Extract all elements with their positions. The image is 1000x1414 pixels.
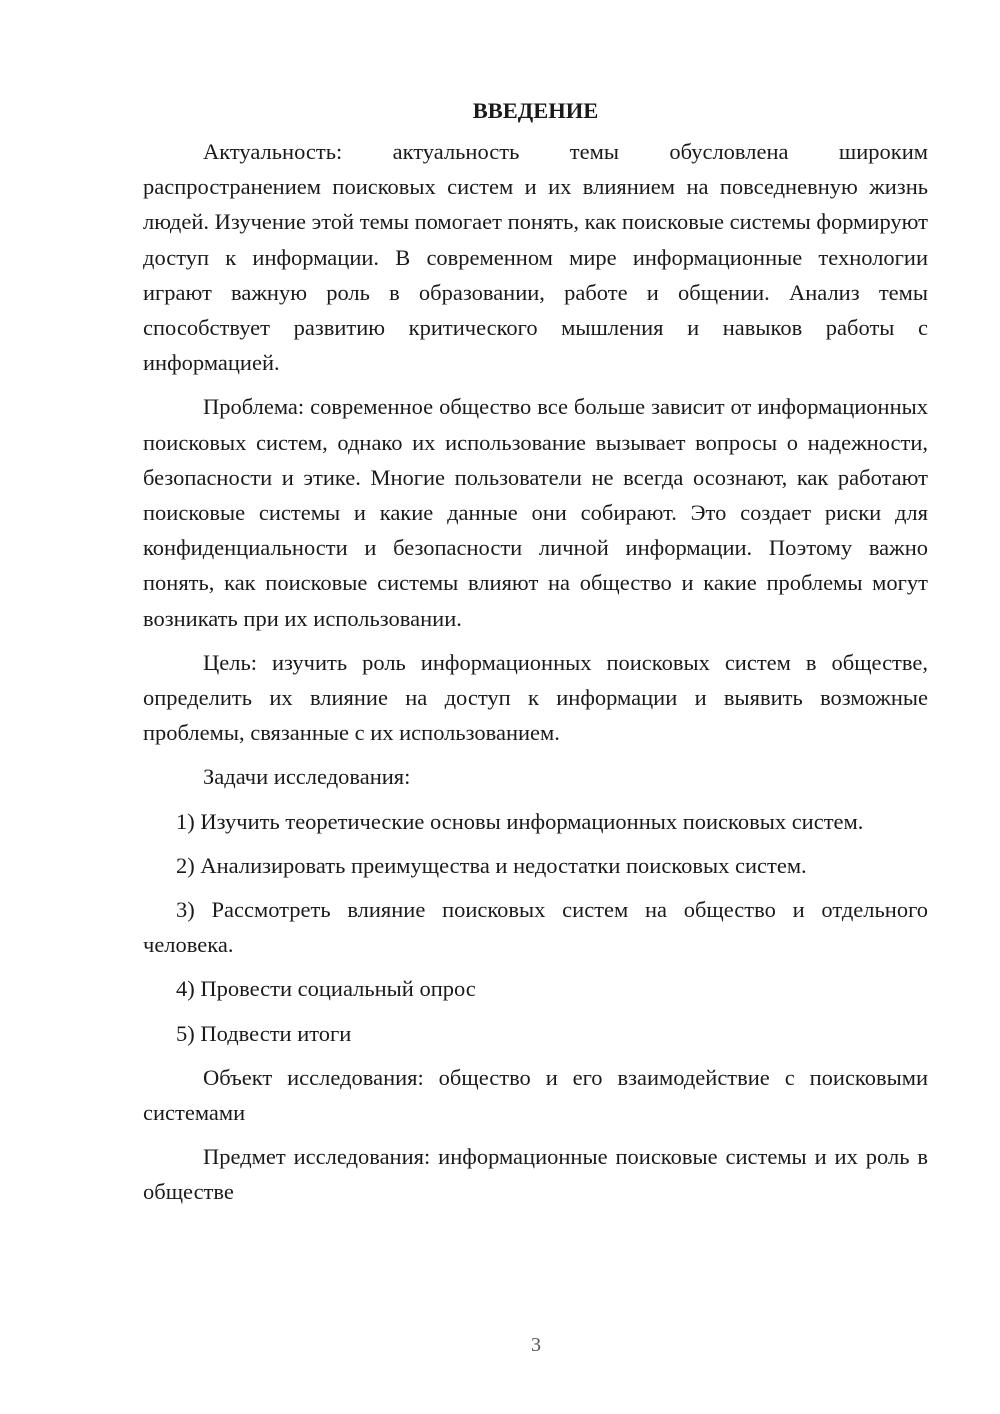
goal-paragraph: Цель: изучить роль информационных поисковых систем в обществе, определить их влияние на доступ к информации и выявить возможные проблемы, связанные с их использованием. (143, 649, 928, 746)
task-item: 4) Провести социальный опрос (176, 976, 476, 1002)
tasks-heading: Задачи исследования: (203, 764, 411, 790)
problem-paragraph: Проблема: современное общество все больше зависит от информационных поисковых систем, однако их использование вызывает вопросы о надежности, безопасности и этике. Многие пользователи не всегда осознают, как работают поисковые системы и какие данные они собирают. Это создает риски для конфиденциальности и безопасности личной информации. Поэтому важно понять, как поисковые системы влияют на общество и какие проблемы могут возникать при их использовании. (143, 394, 928, 631)
subject-paragraph: Предмет исследования: информационные поисковые системы и их роль в обществе (143, 1144, 928, 1205)
task-item: 5) Подвести итоги (176, 1020, 352, 1046)
document-page (143, 96, 928, 1219)
task-item: 3) Рассмотреть влияние поисковых систем на общество и отдельного человека. (143, 897, 928, 958)
section-title: ВВЕДЕНИЕ (472, 98, 599, 123)
relevance-paragraph: Актуальность: актуальность темы обусловлена широким распространением поисковых систем и их влиянием на повседневную жизнь людей. Изучение этой темы помогает понять, как поисковые системы формируют доступ к информации. В современном мире информационные технологии играют важную роль в образовании, работе и общении. Анализ темы способствует развитию критического мышления и навыков работы с информацией. (143, 139, 928, 376)
object-paragraph: Объект исследования: общество и его взаимодействие с поисковыми системами (143, 1064, 928, 1126)
task-item: 2) Анализировать преимущества и недостатки поисковых систем. (176, 852, 807, 878)
task-item: 1) Изучить теоретические основы информационных поисковых систем. (176, 808, 864, 834)
page-number: 3 (531, 1334, 541, 1356)
